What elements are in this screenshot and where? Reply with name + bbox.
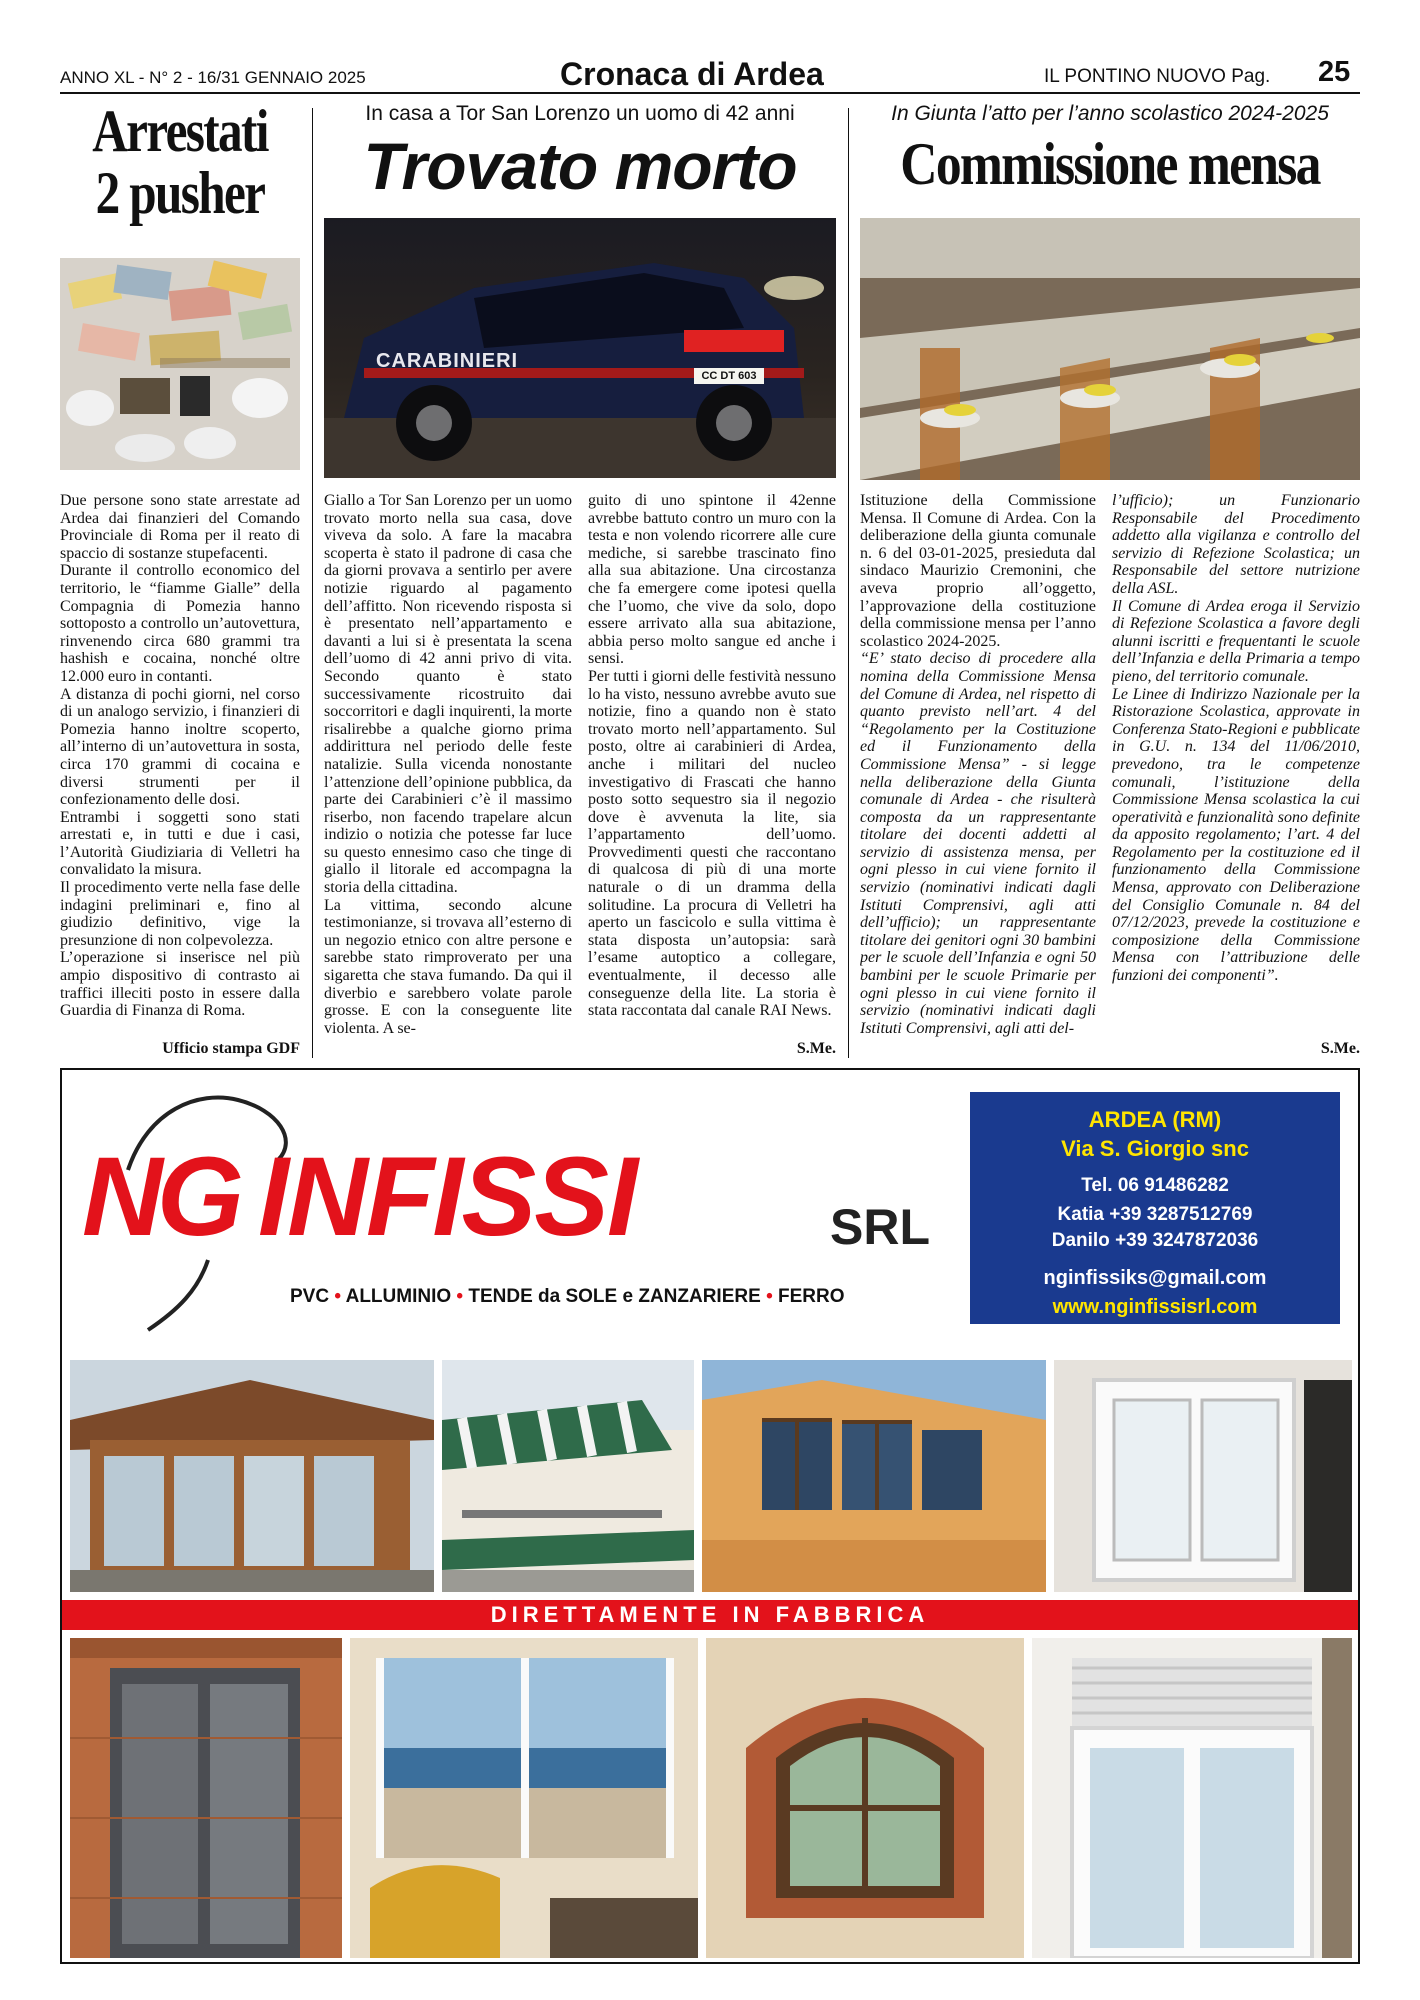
article-mensa-col2 [1112,492,1360,1040]
paragraph: Il procedimento verte nella fase delle indagini preliminari e, fino al giudizio definitivo, vige la presunzione di non colpevolezza. [60,879,300,949]
contact-city: ARDEA (RM) [1088,1107,1222,1132]
paragraph: Istituzione della Commissione Mensa. Il Comune di Ardea. Con la deliberazione della giunta comunale n. 6 del 03-01-2025, presieduta dal sindaco Maurizio Cremonini, che aveva proprio all’oggetto, l’approvazione della costituzione della commissione mensa per l’anno scolastico 2024-2025. [860,492,1096,650]
headline-line2: 2 pusher [95,160,265,226]
header-rule [60,92,1360,94]
article-pusher [60,100,300,224]
contact-danilo: Danilo +39 3247872036 [1051,1230,1259,1251]
article-morto-col2 [588,492,836,1040]
paragraph: Due persone sono state arrestate ad Ardea dai finanzieri del Comando Provinciale di Roma per il reato di spaccio di sostanze stupefacenti. [60,492,300,562]
article-pusher-body [60,492,300,1044]
page-label: Pag. [1231,66,1271,87]
logo-word: INFISSI [258,1134,637,1259]
paragraph: Entrambi i soggetti sono stati arrestati e, in tutti e due i casi, l’Autorità Giudiziaria di Velletri ha convalidato la misura. [60,808,300,879]
awning-balcony-photo [442,1360,694,1592]
product-item: ALLUMINIO [345,1286,452,1307]
product-item: FERRO [778,1286,845,1307]
paper-title: IL PONTINO NUOVO [1044,66,1226,87]
bullet-icon: • [456,1286,464,1307]
paragraph: l’ufficio); un Funzionario Responsabile del Procedimento addetto alla vigilanza e controllo del servizio di Refezione Scolastica; un Responsabile del settore nutrizione della ASL. [1112,492,1360,597]
paragraph: Giallo a Tor San Lorenzo per un uomo trovato morto nella sua casa, dove viveva da solo. A fare la macabra scoperta è stato il padrone di casa che da giorni provava a sentirlo per avere notizie riguardo al pagamento dell’affitto. Non ricevendo risposta si è presentato nell’appartamento e davanti a lui si è presentata la scena dell’uomo di 42 anni privo di vita. Secondo quanto è stato successivamente ricostruito dai soccorritori e dagli inquirenti, la morte risalirebbe a qualche giorno prima addirittura nel periodo delle feste natalizie. Sulla vicenda nonostante l’attenzione dell’opinione pubblica, da parte dei Carabinieri c’è il massimo riserbo, non facendo trapelare alcun indizio o notizia che potesse far luce su questo ennesimo caso che tinge di giallo il litorale ed accompagna la storia della cittadina. [324,492,572,897]
article-morto-col1 [324,492,572,1064]
roller-shutter-photo [1032,1638,1352,1958]
seized-drugs-photo [60,258,300,470]
contact-address: Via S. Giorgio snc [1061,1136,1249,1161]
arched-window-photo [706,1638,1024,1958]
contact-katia: Katia +39 3287512769 [1057,1204,1253,1225]
paragraph: Il Comune di Ardea eroga il Servizio di Refezione Scolastica a favore degli alunni iscritti e frequentanti le scuole dell’Infanzia e della Primaria a tempo pieno, del territorio comunale. [1112,597,1360,685]
headline: Commissione mensa [900,131,1320,197]
issue-info: ANNO XL - N° 2 - 16/31 GENNAIO 2025 [60,68,366,87]
paragraph: Le Linee di Indirizzo Nazionale per la Ristorazione Scolastica, approvate in Conferenza Stato-Regioni e pubblicate in G.U. n. 134 del 11/06/2010, prevedono, tra le competenze comunali, l’istituzione della Commissione Mensa scolastica la cui operatività e funzionalità sono definite da apposito regolamento; l’art. 4 del Regolamento per la costituzione ed il funzionamento della Commissione Mensa, approvato con Deliberazione del Consiglio Comunale n. 84 del 07/12/2023, prevede la costituzione e composizione della Commissione Mensa con l’attribuzione delle funzioni dei componenti”. [1112,685,1360,985]
product-item: TENDE da SOLE e ZANZARIERE [468,1286,761,1307]
column-divider [312,108,313,1058]
factory-banner [62,1600,1358,1630]
carabinieri-car-photo [324,218,836,478]
article-mensa-col1 [860,492,1096,1040]
signature: S.Me. [796,1040,836,1057]
paragraph: Per tutti i giorni delle festività nessuno lo ha visto, nessuno avrebbe avuto sue notizie, fino a quando non è stato trovato morto nell’appartamento. Sul posto, oltre ai carabinieri di Ardea, anche i militari del nucleo investigativo di Frascati che hanno posto sotto sequestro sia il negozio dove è avvenuta la lite, sia l’appartamento dell’uomo. Provvedimenti questi che raccontano di qualcosa di più di una morte naturale o di un dramma della solitudine. La procura di Velletri ha aperto un fascicolo e sulla vittima è stata disposta un’autopsia: sarà l’esame autoptico a collegare, eventualmente, il decesso alle conseguenze della lite. La storia è stata raccontata dal canale RAI News. [588,667,836,1020]
paragraph: Durante il controllo economico del territorio, le “fiamme Gialle” della Compagnia di Pomezia hanno sottoposto a controllo un’autovettura, rinvenendo circa 680 grammi tra hashish e cocaina, nonché oltre 12.000 euro in contanti. [60,562,300,685]
bullet-icon: • [766,1286,773,1307]
logo-suffix: SRL [830,1199,930,1255]
screen-door-photo [70,1638,342,1958]
contact-box [970,1092,1340,1324]
paragraph: L’operazione si inserisce nel più ampio dispositivo di contrasto ai traffici illeciti posto in essere dalla Guardia di Finanza di Roma. [60,949,300,1020]
contact-email[interactable]: nginfissiks@gmail.com [1043,1267,1267,1289]
orange-veranda-photo [702,1360,1046,1592]
product-list [290,1286,845,1308]
paragraph: A distanza di pochi giorni, nel corso di un analogo servizio, i finanzieri di Pomezia hanno inoltre scoperto, all’interno di un’autovettura in sosta, circa 170 grammi di cocaina e diversi strumenti per il confezionamento delle dosi. [60,685,300,809]
sea-view-living-room-photo [350,1638,698,1958]
page-number: 25 [1318,56,1351,88]
paragraph: guito di uno spintone il 42enne avrebbe battuto contro un muro con la testa e non volendo ricorrere alle cure mediche, si sarebbe trascinato fino alla sua abitazione. Una circostanza che fa emergere come ipotesi quella che l’uomo, che vive da solo, dopo essere arrivato alla sua abitazione, abbia perso molto sangue ed anche i sensi. [588,492,836,668]
car-lettering: CARABINIERI [376,350,519,372]
logo-mark: NG [82,1134,238,1259]
wooden-veranda-photo [70,1360,434,1592]
contact-website[interactable]: www.nginfissisrl.com [1052,1296,1258,1318]
article-kicker: In casa a Tor San Lorenzo un uomo di 42 anni [365,102,795,125]
contact-phone: Tel. 06 91486282 [1081,1175,1229,1196]
article-kicker: In Giunta l’atto per l’anno scolastico 2024-2025 [891,102,1329,125]
signature: S.Me. [1320,1040,1360,1057]
section-title: Cronaca di Ardea [560,56,824,92]
product-item: PVC [290,1286,330,1307]
signature: Ufficio stampa GDF [162,1040,300,1057]
bullet-icon: • [334,1286,342,1307]
white-window-photo [1054,1360,1352,1592]
column-divider [848,108,849,1058]
ng-infissi-ad [60,1068,1360,1964]
paragraph: La vittima, secondo alcune testimonianze, si trovava all’esterno di un negozio etnico con altre persone e sarebbe stato rimproverato per una sigaretta che stava fumando. Da qui il diverbio e sarebbero volate parole grosse. E con la conseguente lite violenta. A se- [324,896,572,1037]
paper-name [1044,66,1270,88]
banner-text: DIRETTAMENTE IN FABBRICA [490,1602,930,1627]
headline: Trovato morto [363,129,797,203]
paragraph-italic: “E’ stato deciso di procedere alla nomina della Commissione Mensa del Comune di Ardea, nel rispetto di quanto previsto nell’art. 4 del “Regolamento per la Costituzione ed il Funzionamento della Commissione Mensa” - si legge nella deliberazione della Giunta comunale di Ardea - che risulterà composta da un rappresentante titolare dei docenti addetti al servizio di assistenza mensa, per ogni plesso in cui viene fornito il servizio (nominativi indicati dagli Istituti Comprensivi, agli atti dell’ufficio); un rappresentante titolare dei genitori ogni 30 bambini per le scuole dell’Infanzia e ogni 50 bambini per le scuole Primarie per ogni plesso in cui viene fornito il servizio (nominativi indicati dagli Istituti Comprensivi, agli atti del- [860,650,1096,1037]
headline-line1: Arrestati [92,98,268,164]
license-plate: CC DT 603 [701,370,757,382]
school-canteen-photo [860,218,1360,480]
